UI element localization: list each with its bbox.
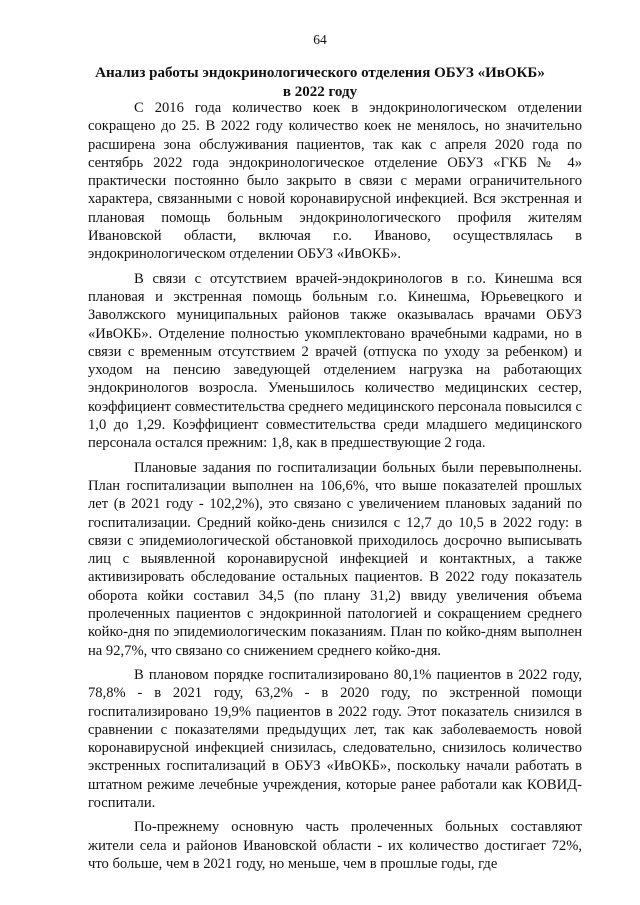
document-title [60,64,580,102]
body-text [88,99,582,873]
page-number: 64 [313,32,327,47]
title-line-1: Анализ работы эндокринологического отделения ОБУЗ «ИвОКБ» [95,65,545,81]
paragraph: Плановые задания по госпитализации больных были перевыполнены. План госпитализации выполнен на 106,6%, что выше показателей прошлых лет (в 2021 году - 102,2%), это связано с увеличением плановых заданий по госпитализации. Средний койко-день снизился с 12,7 до 10,5 в 2022 году: в связи с эпидемиологической обстановкой приходилось досрочно выписывать лиц с выявленной коронавирусной инфекцией и контактных, а также активизировать обследование остальных пациентов. В 2022 году показатель оборота койки составил 34,5 (по плану 31,2) ввиду увеличения объема пролеченных пациентов с эндокринной патологией и сокращением среднего койко-дня по эпидемиологическим показаниям. План по койко-дням выполнен на 92,7%, что связано со снижением среднего койко-дня. [88,459,582,659]
paragraph: В плановом порядке госпитализировано 80,1% пациентов в 2022 году, 78,8% - в 2021 году, 63,2% - в 2020 году, по экстренной помощи госпитализировано 19,9% пациентов в 2022 году. Этот показатель снизился в сравнении с показателями предыдущих лет, так как заболеваемость новой коронавирусной инфекцией снизилась, следовательно, снизилось количество экстренных госпитализаций в ОБУЗ «ИвОКБ», поскольку начали работать в штатном режиме лечебные учреждения, которые ранее работали как КОВИД-госпитали. [88,666,582,811]
paragraph: В связи с отсутствием врачей-эндокринологов в г.о. Кинешма вся плановая и экстренная помощь больным г.о. Кинешма, Юрьевецкого и Заволжского муниципальных районов также оказывалась врачами ОБУЗ «ИвОКБ». Отделение полностью укомплектовано врачебными кадрами, но в связи с временным отсутствием 2 врачей (отпуска по уходу за ребенком) и уходом на пенсию заведующей отделением нагрузка на работающих эндокринологов возросла. Уменьшилось количество медицинских сестер, коэффициент совместительства среднего медицинского персонала повысился с 1,0 до 1,29. Коэффициент совместительства среди младшего медицинского персонала остался прежним: 1,8, как в предшествующие 2 года. [88,270,582,452]
paragraph: По-прежнему основную часть пролеченных больных составляют жители села и районов Ивановской области - их количество достигает 72%, что больше, чем в 2021 году, но меньше, чем в прошлые годы, где [88,819,582,872]
title-line-2: в 2022 году [282,84,358,100]
paragraph: С 2016 года количество коек в эндокринологическом отделении сокращено до 25. В 2022 году количество коек не менялось, но значительно расширена зона обслуживания пациентов, так как с апреля 2020 года по сентябрь 2022 года эндокринологическое отделение ОБУЗ «ГКБ № 4» практически постоянно было закрыто в связи с мерами ограничительного характера, связанными с новой коронавирусной инфекцией. Вся экстренная и плановая помощь больным эндокринологического профиля жителям Ивановской области, включая г.о. Иваново, осуществлялась в эндокринологическом отделении ОБУЗ «ИвОКБ». [88,100,582,263]
